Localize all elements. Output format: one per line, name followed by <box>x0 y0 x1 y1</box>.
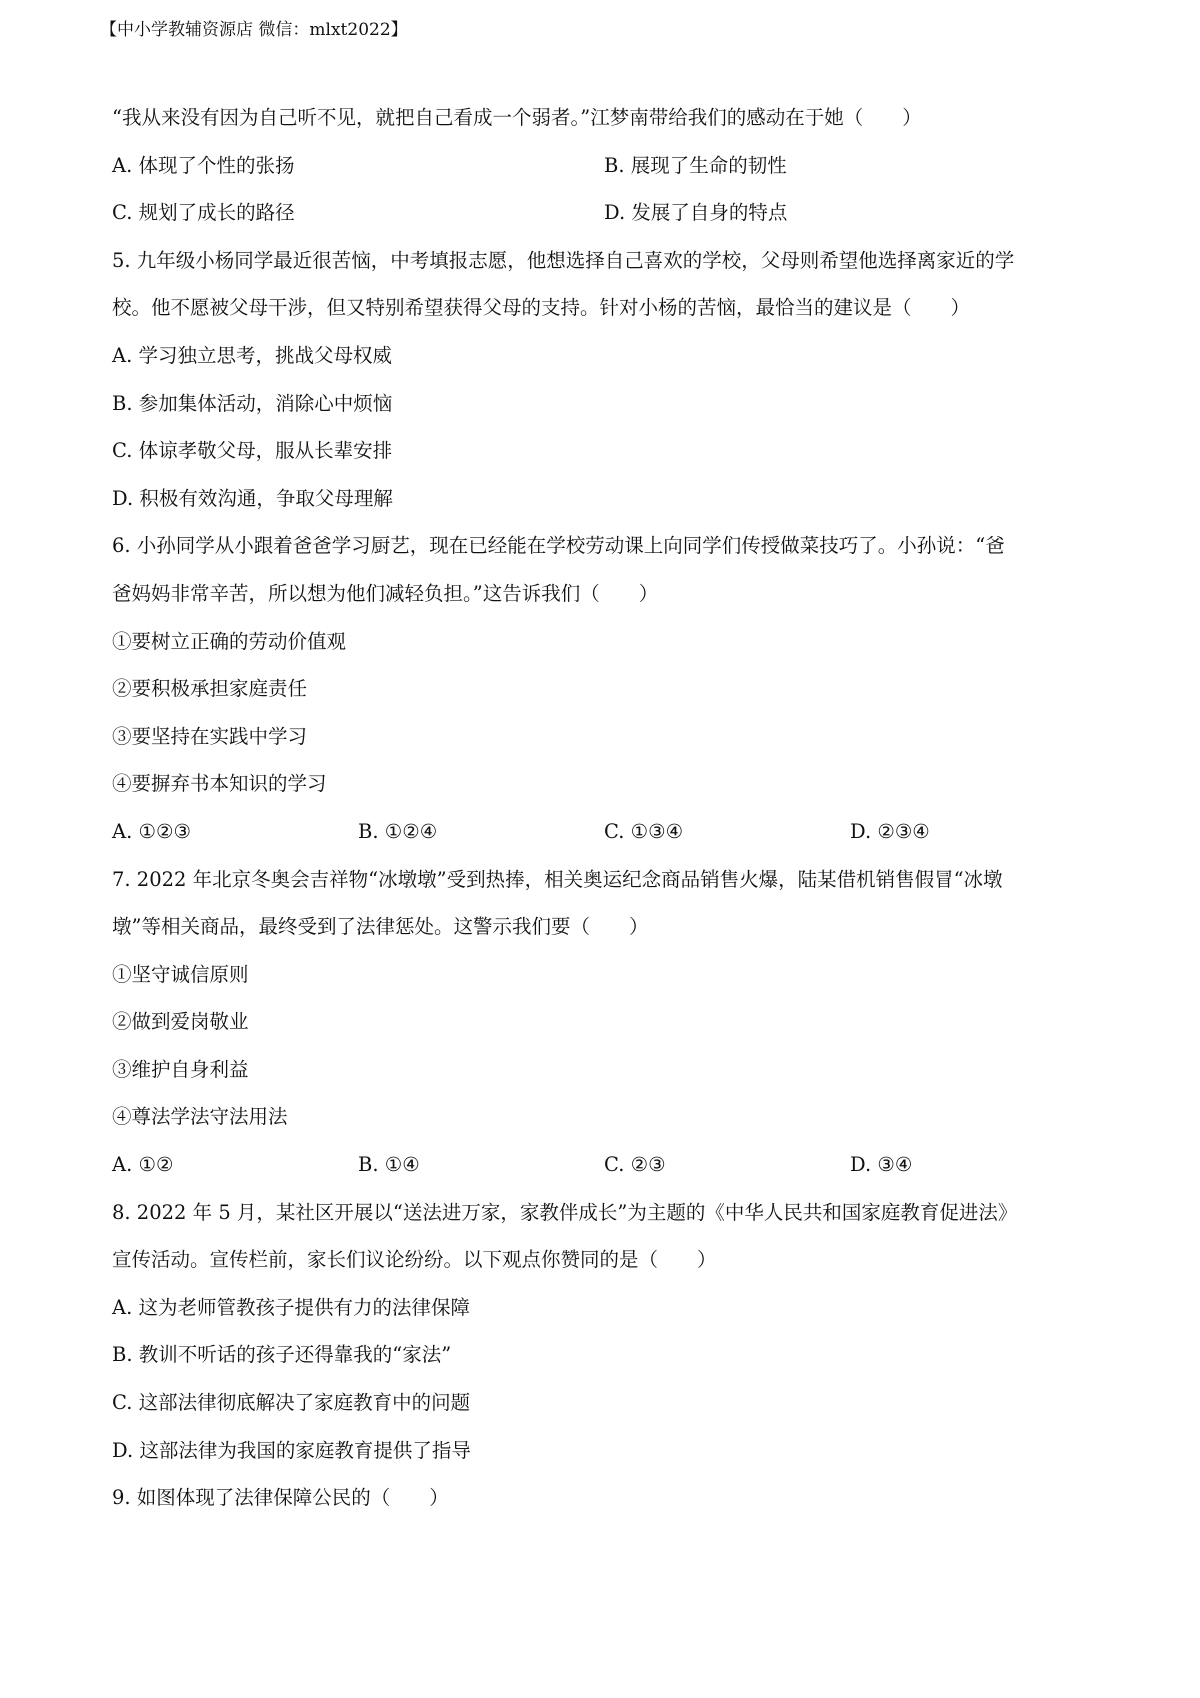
q5-option-d: D. 积极有效沟通，争取父母理解 <box>112 486 393 510</box>
q5-stem-line-1: 5. 九年级小杨同学最近很苦恼，中考填报志愿，他想选择自己喜欢的学校，父母则希望他选择离家近的学 <box>112 248 1015 272</box>
q6-statement-2: ②要积极承担家庭责任 <box>112 677 308 701</box>
q8-option-c: C. 这部法律彻底解决了家庭教育中的问题 <box>112 1391 471 1415</box>
q4-options-row-2 <box>112 189 1102 237</box>
q7-options-row <box>112 1141 1102 1189</box>
q7-option-d: D. ③④ <box>850 1153 913 1177</box>
question-content <box>112 94 1102 1522</box>
q7-statement-2: ②做到爱岗敬业 <box>112 1010 249 1034</box>
q7-option-c: C. ②③ <box>604 1153 666 1177</box>
q5-option-b: B. 参加集体活动，消除心中烦恼 <box>112 391 393 415</box>
q7-stem-line-1: 7. 2022 年北京冬奥会吉祥物“冰墩墩”受到热捧，相关奥运纪念商品销售火爆，陆某借机销售假冒“冰墩 <box>112 867 1003 891</box>
q8-stem-line-2: 宣传活动。宣传栏前，家长们议论纷纷。以下观点你赞同的是（ ） <box>112 1248 717 1272</box>
q8-stem-line-1: 8. 2022 年 5 月，某社区开展以“送法进万家，家教伴成长”为主题的《中华人民共和国家庭教育促进法》 <box>112 1200 1018 1224</box>
q4-stem: “我从来没有因为自己听不见，就把自己看成一个弱者。”江梦南带给我们的感动在于她（ ） <box>112 106 922 129</box>
q7-option-a: A. ①② <box>112 1153 174 1177</box>
q6-options-row <box>112 808 1102 856</box>
q6-option-a: A. ①②③ <box>112 819 191 843</box>
q7-stem-line-2: 墩”等相关商品，最终受到了法律惩处。这警示我们要（ ） <box>112 915 649 939</box>
q8-option-a: A. 这为老师管教孩子提供有力的法律保障 <box>112 1295 470 1319</box>
q8-option-b: B. 教训不听话的孩子还得靠我的“家法” <box>112 1343 452 1367</box>
q6-stem-line-2: 爸妈妈非常辛苦，所以想为他们减轻负担。”这告诉我们（ ） <box>112 581 659 605</box>
q5-option-c: C. 体谅孝敬父母，服从长辈安排 <box>112 439 393 463</box>
q6-option-b: B. ①②④ <box>358 819 438 843</box>
q7-statement-3: ③维护自身利益 <box>112 1057 249 1081</box>
q6-statement-3: ③要坚持在实践中学习 <box>112 724 308 748</box>
q4-options-row-1 <box>112 142 1102 190</box>
q4-option-b: B. 展现了生命的韧性 <box>604 153 787 177</box>
q4-option-c: C. 规划了成长的路径 <box>112 201 295 225</box>
header-note: 【中小学教辅资源店 微信：mlxt2022】 <box>100 20 408 40</box>
q6-statement-4: ④要摒弃书本知识的学习 <box>112 772 327 796</box>
q8-option-d: D. 这部法律为我国的家庭教育提供了指导 <box>112 1438 471 1462</box>
q6-statement-1: ①要树立正确的劳动价值观 <box>112 629 347 653</box>
q7-statement-4: ④尊法学法守法用法 <box>112 1105 288 1129</box>
q6-option-d: D. ②③④ <box>850 819 930 843</box>
q4-option-a: A. 体现了个性的张扬 <box>112 153 295 177</box>
q7-statement-1: ①坚守诚信原则 <box>112 962 249 986</box>
q6-stem-line-1: 6. 小孙同学从小跟着爸爸学习厨艺，现在已经能在学校劳动课上向同学们传授做菜技巧了。小孙说：“爸 <box>112 534 1005 558</box>
q9-stem: 9. 如图体现了法律保障公民的（ ） <box>112 1486 449 1510</box>
q5-stem-line-2: 校。他不愿被父母干涉，但又特别希望获得父母的支持。针对小杨的苦恼，最恰当的建议是（ ） <box>112 296 971 320</box>
q5-option-a: A. 学习独立思考，挑战父母权威 <box>112 343 392 367</box>
q6-option-c: C. ①③④ <box>604 819 684 843</box>
q4-option-d: D. 发展了自身的特点 <box>604 201 788 225</box>
q7-option-b: B. ①④ <box>358 1153 420 1177</box>
